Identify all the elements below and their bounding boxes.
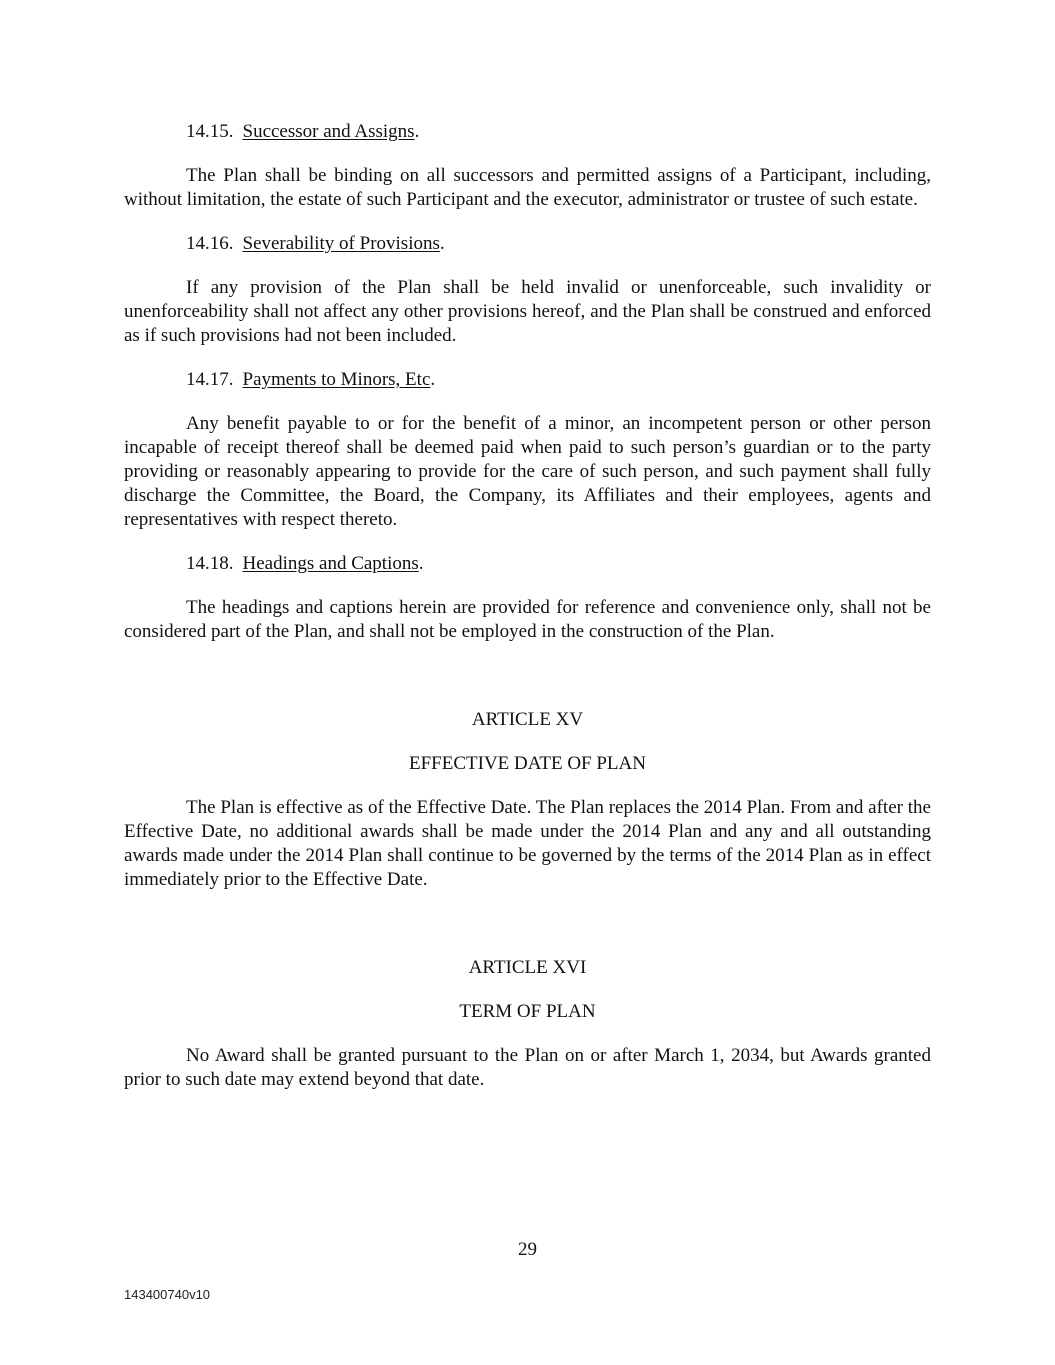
section-title-punct: . xyxy=(430,369,436,390)
section-title: Payments to Minors, Etc xyxy=(242,369,431,390)
section-title-punct: . xyxy=(418,553,424,574)
section-body: Any benefit payable to or for the benefit of a minor, an incompetent person or other person incapable of receipt thereof shall be deemed paid when paid to such person’s guardian or to the party providing or reasonably appearing to provide for the care of such person, and such payment shall fully discharge the Committee, the Board, the Company, its Affiliates and their employees, agents and representatives with respect thereto. xyxy=(124,413,931,530)
section-body: The headings and captions herein are provided for reference and convenience only, shall not be considered part of the Plan, and shall not be employed in the construction of the Plan. xyxy=(124,597,931,642)
article-body: No Award shall be granted pursuant to the Plan on or after March 1, 2034, but Awards granted prior to such date may extend beyond that date. xyxy=(124,1045,931,1090)
article-label: ARTICLE XV xyxy=(471,709,584,730)
page-number: 29 xyxy=(518,1239,537,1260)
section-number: 14.17. xyxy=(186,369,234,390)
section-title: Headings and Captions xyxy=(242,553,419,574)
article-body: The Plan is effective as of the Effective Date. The Plan replaces the 2014 Plan. From and after the Effective Date, no additional awards shall be made under the 2014 Plan and any and all outstanding awards made under the 2014 Plan shall continue to be governed by the terms of the 2014 Plan as in effect immediately prior to the Effective Date. xyxy=(124,797,931,890)
section-number: 14.16. xyxy=(186,233,234,254)
article-spacer xyxy=(124,912,931,956)
section-title-punct: . xyxy=(414,121,420,142)
section-heading xyxy=(124,552,931,576)
section-number: 14.18. xyxy=(186,553,234,574)
document-page xyxy=(124,120,931,1112)
section-title-punct: . xyxy=(439,233,445,254)
section-body: If any provision of the Plan shall be held invalid or unenforceable, such invalidity or unenforceability shall not affect any other provisions hereof, and the Plan shall be construed and enforced as if such provisions had not been included. xyxy=(124,277,931,346)
document-id: 143400740v10 xyxy=(124,1287,211,1302)
section-heading xyxy=(124,232,931,256)
article-label: ARTICLE XVI xyxy=(468,957,587,978)
article-title: TERM OF PLAN xyxy=(459,1001,596,1022)
article-title: EFFECTIVE DATE OF PLAN xyxy=(409,753,646,774)
section-heading xyxy=(124,368,931,392)
article-spacer xyxy=(124,664,931,708)
section-title: Successor and Assigns xyxy=(242,121,415,142)
section-title: Severability of Provisions xyxy=(242,233,440,254)
section-body: The Plan shall be binding on all successors and permitted assigns of a Participant, including, without limitation, the estate of such Participant and the executor, administrator or trustee of such estate. xyxy=(124,165,931,210)
section-heading xyxy=(124,120,931,144)
section-number: 14.15. xyxy=(186,121,234,142)
